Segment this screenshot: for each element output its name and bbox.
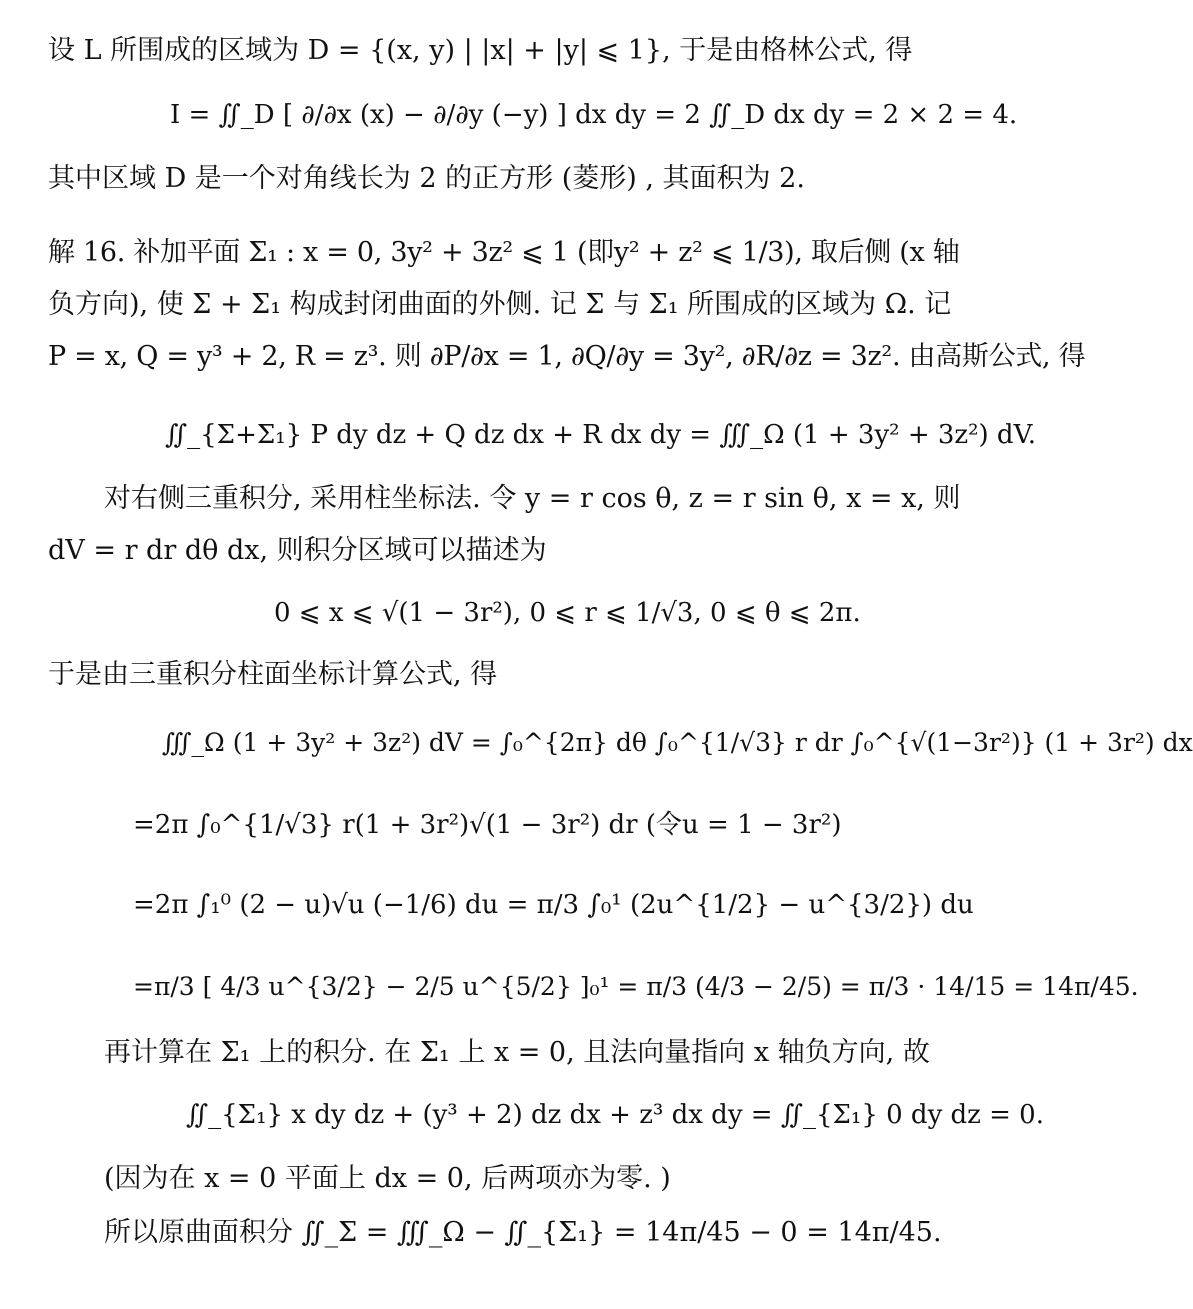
text-line-5: 负方向), 使 Σ + Σ₁ 构成封闭曲面的外侧. 记 Σ 与 Σ₁ 所围成的区域为 Ω. 记: [48, 289, 952, 320]
equation-step-2: =2π ∫₁⁰ (2 − u)√u (−1/6) du = π/3 ∫₀¹ (2u^{1/2} − u^{3/2}) du: [133, 890, 974, 920]
text-line-18: (因为在 x = 0 平面上 dx = 0, 后两项亦为零. ): [104, 1163, 671, 1194]
equation-step-3: =π/3 [ 4/3 u^{3/2} − 2/5 u^{5/2} ]₀¹ = π/3 (4/3 − 2/5) = π/3 · 14/15 = 14π/45.: [133, 972, 1139, 1001]
solution-16-heading: 解 16. 补加平面 Σ₁ : x = 0, 3y² + 3z² ⩽ 1 (即y² + z² ⩽ 1/3), 取后侧 (x 轴: [48, 237, 960, 268]
equation-triple-integral: ∭_Ω (1 + 3y² + 3z²) dV = ∫₀^{2π} dθ ∫₀^{1/√3} r dr ∫₀^{√(1−3r²)} (1 + 3r²) dx: [162, 728, 1193, 757]
text-line-11: 于是由三重积分柱面坐标计算公式, 得: [48, 659, 498, 690]
text-line-8: 对右侧三重积分, 采用柱坐标法. 令 y = r cos θ, z = r sin θ, x = x, 则: [104, 483, 961, 514]
text-line-6: P = x, Q = y³ + 2, R = z³. 则 ∂P/∂x = 1, ∂Q/∂y = 3y², ∂R/∂z = 3z². 由高斯公式, 得: [48, 341, 1086, 372]
equation-sigma1: ∬_{Σ₁} x dy dz + (y³ + 2) dz dx + z³ dx dy = ∬_{Σ₁} 0 dy dz = 0.: [186, 1100, 1044, 1130]
equation-final: 所以原曲面积分 ∬_Σ = ∭_Ω − ∬_{Σ₁} = 14π/45 − 0 = 14π/45.: [104, 1217, 942, 1248]
text-line-1: 设 L 所围成的区域为 D = {(x, y) | |x| + |y| ⩽ 1}, 于是由格林公式, 得: [48, 35, 913, 66]
equation-gauss: ∬_{Σ+Σ₁} P dy dz + Q dz dx + R dx dy = ∭_Ω (1 + 3y² + 3z²) dV.: [165, 420, 1037, 450]
equation-step-1: =2π ∫₀^{1/√3} r(1 + 3r²)√(1 − 3r²) dr (令u = 1 − 3r²): [133, 810, 842, 840]
equation-region: 0 ⩽ x ⩽ √(1 − 3r²), 0 ⩽ r ⩽ 1/√3, 0 ⩽ θ ⩽ 2π.: [274, 598, 861, 628]
text-line-3: 其中区域 D 是一个对角线长为 2 的正方形 (菱形) , 其面积为 2.: [48, 163, 805, 194]
text-line-16: 再计算在 Σ₁ 上的积分. 在 Σ₁ 上 x = 0, 且法向量指向 x 轴负方向, 故: [104, 1037, 930, 1068]
equation-green-formula: I = ∬_D [ ∂/∂x (x) − ∂/∂y (−y) ] dx dy = 2 ∬_D dx dy = 2 × 2 = 4.: [170, 100, 1018, 130]
text-line-9: dV = r dr dθ dx, 则积分区域可以描述为: [48, 535, 547, 566]
